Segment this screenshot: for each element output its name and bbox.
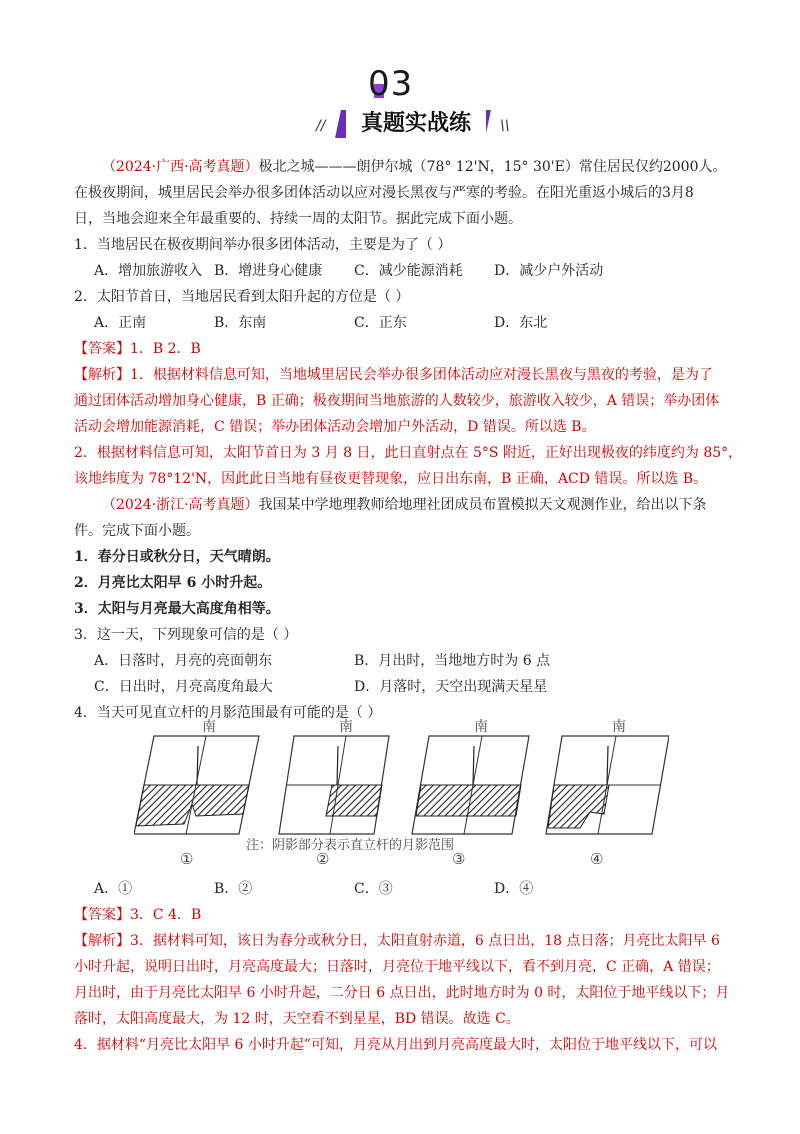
q34-analysis-line1: 【解析】3．据材料可知，该日为春分或秋分日，太阳直射赤道，6 点日出，18 点日落；月亮比太阳早 6 — [74, 933, 720, 949]
q34-intro-text1: 我国某中学地理教师给地理社团成员布置模拟天文观测作业，给出以下条 — [258, 497, 707, 513]
question-1: 1．当地居民在极夜期间举办很多团体活动，主要是为了（ ） — [74, 237, 452, 253]
condition-1: 1．春分日或秋分日，天气晴朗。 — [74, 549, 280, 565]
question-4: 4．当天可见直立杆的月影范围最有可能的是（ ） — [74, 705, 382, 721]
q12-source: （2024·广西·高考真题） — [102, 159, 259, 175]
q12-answer: 【答案】1．B 2．B — [74, 341, 201, 357]
q34-analysis-line2: 小时升起，说明日出时，月亮高度最大；日落时，月亮位于地平线以下，看不到月亮，C 正确，A 错误； — [74, 959, 720, 975]
q1-option-d: D．减少户外活动 — [494, 263, 604, 279]
q2-option-b: B．东南 — [214, 315, 267, 331]
q12-intro-text1: 极北之城———朗伊尔城（78° 12'N，15° 30'E）常住居民仅约2000人。 — [258, 159, 727, 175]
q34-analysis-line4: 落时，太阳高度最大，为 12 时，天空看不到星星，BD 错误。故选 C。 — [74, 1011, 520, 1027]
q1-option-c: C．减少能源消耗 — [354, 263, 463, 279]
q12-analysis-line4: 2．根据材料信息可知，太阳节首日为 3 月 8 日，此日直射点在 5°S 附近，正好出现极夜的纬度约为 85°， — [74, 445, 743, 461]
panel-1-label: ① — [180, 850, 194, 868]
q12-analysis-line5: 该地纬度为 78°12'N，因此此日当地有昼夜更替现象，应日出东南，B 正确，ACD 错误。所以选 B。 — [74, 471, 708, 487]
panel-1-shadow — [136, 785, 249, 826]
q12-intro-line2: 在极夜期间，城里居民会举办很多团体活动以应对漫长黑夜与严寒的考验。在阳光重返小城后的3月8 — [74, 185, 694, 201]
q34-intro-line2: 件。完成下面小题。 — [74, 523, 200, 539]
q1-option-a: A．增加旅游收入 — [94, 263, 203, 279]
section-title: 真题实战练 — [346, 110, 486, 138]
panel-2-south-label: 南 — [339, 719, 353, 735]
panel-2-shadow — [326, 785, 382, 816]
figure-note: 注：阴影部分表示直立杆的月影范围 — [246, 838, 455, 853]
panel-3-label: ③ — [452, 850, 466, 868]
deco-right: \\ — [500, 118, 510, 134]
q4-option-c: C．③ — [354, 881, 393, 897]
panel-1-south-label: 南 — [202, 719, 216, 735]
q34-answer: 【答案】3．C 4．B — [74, 907, 202, 923]
q12-analysis-line2: 通过团体活动增加身心健康，B 正确；极夜期间当地旅游的人数较少，旅游收入较少，A 错误；举办团体 — [74, 393, 720, 409]
q4-option-b: B．② — [214, 881, 253, 897]
condition-2: 2．月亮比太阳早 6 小时升起。 — [74, 575, 272, 591]
section-header — [300, 62, 510, 152]
q12-analysis-line3: 活动会增加能源消耗，C 错误；举办团体活动会增加户外活动，D 错误。所以选 B。 — [74, 419, 596, 435]
panel-4-label: ④ — [590, 850, 604, 868]
q1-option-b: B．增进身心健康 — [214, 263, 323, 279]
panel-2-label: ② — [316, 850, 330, 868]
condition-3: 3．太阳与月亮最大高度角相等。 — [74, 601, 280, 617]
q34-intro-line1 — [102, 496, 707, 514]
q3-option-d: D．月落时，天空出现满天星星 — [354, 679, 548, 695]
panel-1-pole — [197, 746, 198, 785]
q4-option-d: D．④ — [494, 881, 534, 897]
panel-2-pole — [337, 746, 338, 785]
q3-option-c: C．日出时，月亮高度角最大 — [94, 679, 273, 695]
q3-option-a: A．日落时，月亮的亮面朝东 — [94, 653, 273, 669]
q12-intro-line3: 日，当地会迎来全年最重要的、持续一周的太阳节。据此完成下面小题。 — [74, 211, 522, 227]
q4-option-a: A．① — [94, 881, 133, 897]
q12-intro-line1 — [102, 158, 726, 176]
q2-option-a: A．正南 — [94, 315, 147, 331]
q12-analysis-line1: 【解析】1．根据材料信息可知，当地城里居民会举办很多团体活动应对漫长黑夜与黑夜的考验，是为了 — [74, 367, 713, 383]
panel-4-south-label: 南 — [612, 719, 626, 735]
q34-analysis-line3: 月出时，由于月亮比太阳早 6 小时升起，二分日 6 点日出，此时地方时为 0 时，太阳位于地平线以下；月 — [74, 985, 730, 1001]
question-2: 2．太阳节首日，当地居民看到太阳升起的方位是（ ） — [74, 289, 410, 305]
q34-source: （2024·浙江·高考真题） — [102, 497, 259, 513]
deco-left: // — [316, 118, 326, 134]
moon-shadow-figure — [134, 716, 669, 866]
panel-3-shadow — [416, 785, 521, 816]
title-banner — [316, 106, 510, 142]
question-3: 3．这一天，下列现象可信的是（ ） — [74, 627, 298, 643]
panel-3-south-label: 南 — [474, 719, 488, 735]
panel-3 — [412, 736, 529, 834]
panel-2 — [279, 736, 389, 834]
panel-1 — [134, 736, 259, 834]
section-number: 03 — [368, 64, 414, 104]
q2-option-c: C．正东 — [354, 315, 407, 331]
q34-analysis-line5: 4．据材料“月亮比太阳早 6 小时升起”可知，月亮从月出到月亮高度最大时，太阳位于地平线以下，可以 — [74, 1037, 718, 1053]
panel-4 — [546, 736, 669, 834]
q2-option-d: D．东北 — [494, 315, 548, 331]
q3-option-b: B．月出时，当地地方时为 6 点 — [354, 653, 551, 669]
